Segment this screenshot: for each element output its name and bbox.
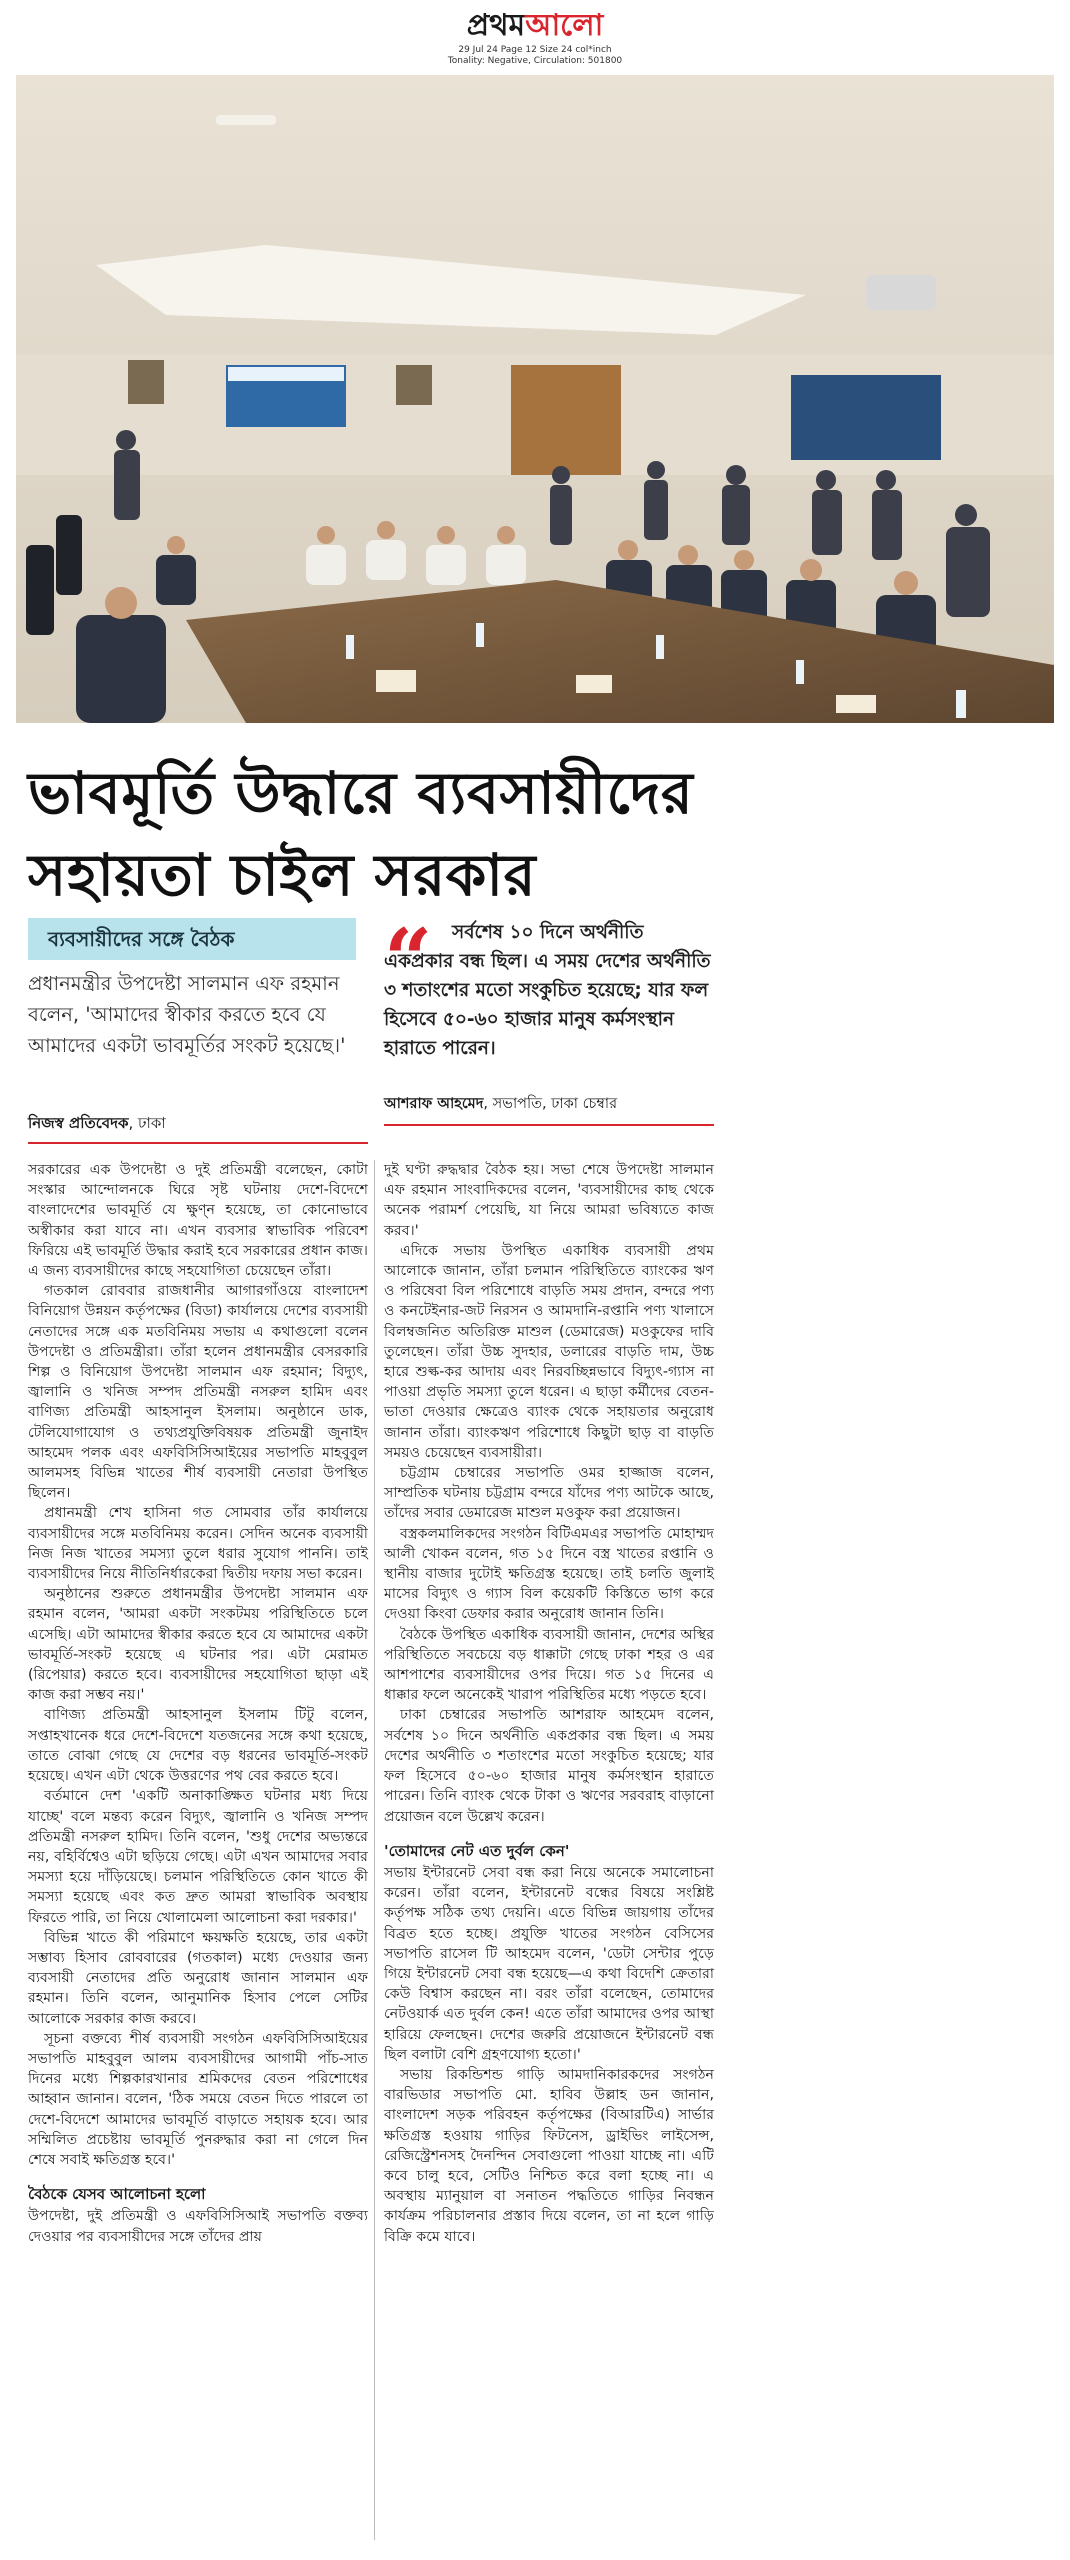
pull-quote: সর্বশেষ ১০ দিনে অর্থনীতি একপ্রকার বন্ধ ছিল। এ সময় দেশের অর্থনীতি ৩ শতাংশের মতো সংকুচিত হয়েছে; যার ফল হিসেবে ৫০-৬০ হাজার মানুষ কর্মসংস্থান হারাতে পারেন।	[384, 922, 711, 1059]
body-column-2	[384, 1160, 714, 2247]
paragraph: সভায় ইন্টারনেট সেবা বন্ধ করা নিয়ে অনেকে সমালোচনা করেন। তাঁরা বলেন, ইন্টারনেট বন্ধের বিষয়ে সংশ্লিষ্ট কর্তৃপক্ষ সঠিক তথ্য দেয়নি। এতে বিভিন্ন জায়গায় তাঁদের বিব্রত হতে হচ্ছে। প্রযুক্তি খাতের সংগঠন বেসিসের সভাপতি রাসেল টি আহমেদ বলেন, 'ডেটা সেন্টার পুড়ে গিয়ে ইন্টারনেট সেবা বন্ধ হয়েছে—এ কথা বিদেশি ক্রেতারা কেউ বিশ্বাস করছেন না। বরং তাঁরা বলেছেন, তোমাদের নেটওয়ার্ক এত দুর্বল কেন! এতে তাঁরা আমাদের ওপর আস্থা হারিয়ে ফেলছেন। দেশের জরুরি প্রয়োজনে ইন্টারনেট বন্ধ ছিল বলাটা বেশি গ্রহণযোগ্য হতো।'	[384, 1864, 714, 2063]
paragraph: প্রধানমন্ত্রী শেখ হাসিনা গত সোমবার তাঁর কার্যালয়ে ব্যবসায়ীদের সঙ্গে মতবিনিময় করেন। সেদিন অনেক ব্যবসায়ী নিজ নিজ খাতের সমস্যা তুলে ধরার সুযোগ পাননি। তাই ব্যবসায়ীদের নিয়ে নীতিনির্ধারকেরা দ্বিতীয় দফায় সভা করেন।	[28, 1505, 368, 1583]
column-divider	[374, 1160, 375, 2540]
intro-summary: প্রধানমন্ত্রীর উপদেষ্টা সালমান এফ রহমান বলেন, 'আমাদের স্বীকার করতে হবে যে আমাদের একটা ভাবমূর্তির সংকট হয়েছে।'	[28, 972, 346, 1057]
subhead-meeting-discussion: বৈঠকে যেসব আলোচনা হলো	[28, 2185, 206, 2204]
paragraph: উপদেষ্টা, দুই প্রতিমন্ত্রী ও এফবিসিসিআই সভাপতি বক্তব্য দেওয়ার পর ব্যবসায়ীদের সঙ্গে তাঁদের প্রায়	[28, 2208, 368, 2245]
quote-attribution	[384, 1093, 714, 1117]
logo-part2: আলো	[525, 8, 604, 43]
paragraph: বর্তমানে দেশ 'একটি অনাকাঙ্ক্ষিত ঘটনার মধ্য দিয়ে যাচ্ছে' বলে মন্তব্য করেন বিদ্যুৎ, জ্বালানি ও খনিজ সম্পদ প্রতিমন্ত্রী নসরুল হামিদ। তিনি বলেন, 'শুধু দেশের অভ্যন্তরে নয়, বহির্বিশ্বেও এটা ছড়িয়ে গেছে। এটা এখন আমাদের সবার সমস্যা হয়ে দাঁড়িয়েছে। চলমান পরিস্থিতিতে কোন খাতে কী সমস্যা হয়েছে এবং কত দ্রুত আমরা স্বাভাবিক অবস্থায় ফিরতে পারি, তা নিয়ে খোলামেলা আলোচনা করা দরকার।'	[28, 1788, 368, 1926]
paragraph: এদিকে সভায় উপস্থিত একাধিক ব্যবসায়ী প্রথম আলোকে জানান, তাঁরা চলমান পরিস্থিতিতে ব্যাংকের ঋণ ও পরিষেবা বিল পরিশোধে বাড়তি সময় প্রদান, বন্দরে পণ্য ও কনটেইনার-জট নিরসন ও আমদানি-রপ্তানি পণ্য খালাসে বিলম্বজনিত অতিরিক্ত মাশুল (ডেমারেজ) মওকুফের দাবি তুলেছেন। তাঁরা উচ্চ সুদহার, ডলারের বাড়তি দাম, উচ্চ হারে শুল্ক-কর আদায় এবং নিরবচ্ছিন্নভাবে বিদ্যুৎ-গ্যাস না পাওয়া প্রভৃতি সমস্যা তুলে ধরেন। এ ছাড়া কর্মীদের বেতন-ভাতা দেওয়ার ক্ষেত্রেও ব্যাংক থেকে সহায়তার অনুরোধ জানান তাঁরা। ব্যাংকঋণ পরিশোধে কিছুটা ছাড় বা বাড়তি সময়ও চেয়েছেন ব্যবসায়ীরা।	[384, 1242, 714, 1461]
paragraph: সরকারের এক উপদেষ্টা ও দুই প্রতিমন্ত্রী বলেছেন, কোটা সংস্কার আন্দোলনকে ঘিরে সৃষ্ট ঘটনায় দেশে-বিদেশে বাংলাদেশের ভাবমূর্তি যে ক্ষুণ্ন হয়েছে, তা কোনোভাবে অস্বীকার করা যাবে না। এখন ব্যবসার স্বাভাবিক পরিবেশ ফিরিয়ে এই ভাবমূর্তি উদ্ধার করাই হবে সরকারের প্রধান কাজ। এ জন্য ব্যবসায়ীদের কাছে সহযোগিতা চেয়েছেন তাঁরা।	[28, 1162, 368, 1280]
byline	[28, 1112, 368, 1137]
logo-part1: প্রথম	[466, 8, 526, 43]
meeting-photo	[16, 75, 1054, 723]
paragraph: চট্টগ্রাম চেম্বারের সভাপতি ওমর হাজ্জাজ বলেন, সাম্প্রতিক ঘটনায় চট্টগ্রাম বন্দরে যাঁদের পণ্য আটকে আছে, তাঁদের সবার ডেমারেজ মাশুল মওকুফ করা প্রয়োজন।	[384, 1465, 714, 1522]
body-column-1	[28, 1160, 368, 2247]
quote-name: আশরাফ আহমেদ	[384, 1096, 484, 1112]
subhead-internet: 'তোমাদের নেট এত দুর্বল কেন'	[384, 1841, 570, 1860]
quote-role: , সভাপতি, ঢাকা চেম্বার	[483, 1096, 618, 1112]
byline-author: নিজস্ব প্রতিবেদক	[28, 1114, 129, 1132]
paragraph: ঢাকা চেম্বারের সভাপতি আশরাফ আহমেদ বলেন, সর্বশেষ ১০ দিনে অর্থনীতি একপ্রকার বন্ধ ছিল। এ সময় দেশের অর্থনীতি ৩ শতাংশের মতো সংকুচিত হয়েছে; যার ফল হিসেবে ৫০-৬০ হাজার মানুষ কর্মসংস্থান হারাতে পারেন। তিনি ব্যাংক থেকে টাকা ও ঋণের সরবরাহ বাড়ানো প্রয়োজন বলে উল্লেখ করেন।	[384, 1707, 714, 1825]
headline	[28, 752, 1038, 916]
byline-place: , ঢাকা	[128, 1114, 166, 1132]
paragraph: সূচনা বক্তব্যে শীর্ষ ব্যবসায়ী সংগঠন এফবিসিসিআইয়ের সভাপতি মাহবুবুল আলম ব্যবসায়ীদের আগামী পাঁচ-সাত দিনের মধ্যে শিল্পকারখানার শ্রমিকদের বেতন পরিশোধের আহ্বান জানান। বলেন, 'ঠিক সময়ে বেতন দিতে পারলে তা দেশে-বিদেশে আমাদের ভাবমূর্তি বাড়াতে সহায়ক হবে। আর সম্মিলিত প্রচেষ্টায় ভাবমূর্তি পুনরুদ্ধার করা না গেলে দিন শেষে সবাই ক্ষতিগ্রস্ত হবে।'	[28, 2030, 368, 2168]
headline-line1: ভাবমূর্তি উদ্ধারে ব্যবসায়ীদের	[28, 759, 694, 827]
paragraph: সভায় রিকন্ডিশন্ড গাড়ি আমদানিকারকদের সংগঠন বারভিডার সভাপতি মো. হাবিব উল্লাহ ডন জানান, বাংলাদেশ সড়ক পরিবহন কর্তৃপক্ষের (বিআরটিএ) সার্ভার ক্ষতিগ্রস্ত হওয়ায় গাড়ির ফিটনেস, ড্রাইভিং লাইসেন্স, রেজিস্ট্রেশনসহ দৈনন্দিন সেবাগুলো পাওয়া যাচ্ছে না। এটি কবে চালু হবে, সেটিও নিশ্চিত করে বলা হচ্ছে না। এ অবস্থায় ম্যানুয়াল বা সনাতন পদ্ধতিতে গাড়ির নিবন্ধন কার্যক্রম পরিচালনার প্রস্তাব দিয়ে বলেন, তা না হলে গাড়ি বিক্রি কমে যাবে।	[384, 2066, 714, 2245]
headline-line2: সহায়তা চাইল সরকার	[28, 841, 537, 909]
prothom-alo-logo	[455, 6, 615, 46]
paragraph: বস্ত্রকলমালিকদের সংগঠন বিটিএমএর সভাপতি মোহাম্মদ আলী খোকন বলেন, গত ১৫ দিনে বস্ত্র খাতের রপ্তানি ও স্থানীয় বাজার দুটোই ক্ষতিগ্রস্ত হয়েছে। তাই চলতি জুলাই মাসের বিদ্যুৎ ও গ্যাস বিল কয়েকটি কিস্তিতে ভাগ করে দেওয়া কিংবা ডেফার করার অনুরোধ জানান তিনি।	[384, 1525, 714, 1623]
paragraph: অনুষ্ঠানের শুরুতে প্রধানমন্ত্রীর উপদেষ্টা সালমান এফ রহমান বলেন, 'আমরা একটা সংকটময় পরিস্থিতিতে চলে এসেছি। এটা আমাদের স্বীকার করতে হবে যে আমাদের একটা ভাবমূর্তি-সংকট হয়েছে এ ঘটনার পর। এটা মেরামত (রিপেয়ার) করতে হবে। ব্যবসায়ীদের সহযোগিতা ছাড়া এই কাজ করা সম্ভব নয়।'	[28, 1586, 368, 1704]
paragraph: বাণিজ্য প্রতিমন্ত্রী আহসানুল ইসলাম টিটু বলেন, সপ্তাহখানেক ধরে দেশে-বিদেশে যতজনের সঙ্গে কথা হয়েছে, তাতে বোঝা গেছে যে দেশের বড় ধরনের ভাবমূর্তি-সংকট হয়েছে। এখন এটা থেকে উত্তরণের পথ বের করতে হবে।	[28, 1707, 368, 1785]
left-red-divider	[28, 1142, 368, 1144]
paragraph: বৈঠকে উপস্থিত একাধিক ব্যবসায়ী জানান, দেশের অস্থির পরিস্থিতিতে সবচেয়ে বড় ধাক্কাটা গেছে ঢাকা শহর ও এর আশপাশের ব্যবসায়ীদের ওপর দিয়ে। গত ১৫ দিনের এ ধাক্কার ফলে অনেকেই খারাপ পরিস্থিতির মধ্যে পড়তে হবে।	[384, 1626, 714, 1704]
clipping-meta-tonality: Tonality: Negative, Circulation: 501800	[447, 56, 623, 66]
paragraph: দুই ঘণ্টা রুদ্ধদ্বার বৈঠক হয়। সভা শেষে উপদেষ্টা সালমান এফ রহমান সাংবাদিকদের বলেন, 'ব্যবসায়ীদের কাছ থেকে অনেক পরামর্শ পেয়েছি, যা নিয়ে আমরা ভবিষ্যতে কাজ করব।'	[384, 1162, 714, 1239]
right-red-divider	[384, 1124, 714, 1126]
kicker-label: ব্যবসায়ীদের সঙ্গে বৈঠক	[28, 918, 356, 960]
clipping-meta-date: 29 Jul 24 Page 12 Size 24 col*inch	[458, 45, 612, 55]
quote-mark-icon: “	[384, 910, 433, 1009]
paragraph: গতকাল রোববার রাজধানীর আগারগাঁওয়ে বাংলাদেশ বিনিয়োগ উন্নয়ন কর্তৃপক্ষের (বিডা) কার্যালয়ে দেশের ব্যবসায়ী নেতাদের সঙ্গে এক মতবিনিময় সভায় এ কথাগুলো বলেন উপদেষ্টা ও প্রতিমন্ত্রীরা। তাঁরা হলেন প্রধানমন্ত্রীর বেসরকারি শিল্প ও বিনিয়োগ উপদেষ্টা সালমান এফ রহমান; বিদ্যুৎ, জ্বালানি ও খনিজ সম্পদ প্রতিমন্ত্রী নসরুল হামিদ এবং বাণিজ্য প্রতিমন্ত্রী আহসানুল ইসলাম। অনুষ্ঠানে ডাক, টেলিযোগাযোগ ও তথ্যপ্রযুক্তিবিষয়ক প্রতিমন্ত্রী জুনাইদ আহমেদ পলক এবং এফবিসিসিআইয়ের সভাপতি মাহবুবুল আলমসহ বিভিন্ন খাতের শীর্ষ ব্যবসায়ী নেতারা উপস্থিত ছিলেন।	[28, 1283, 368, 1502]
paragraph: বিভিন্ন খাতে কী পরিমাণে ক্ষয়ক্ষতি হয়েছে, তার একটা সম্ভাব্য হিসাব রোববারের (গতকাল) মধ্যে দেওয়ার জন্য ব্যবসায়ী নেতাদের প্রতি অনুরোধ জানান সালমান এফ রহমান। তিনি বলেন, আনুমানিক হিসাব পেলে সেটির আলোকে সরকার কাজ করবে।	[28, 1929, 368, 2027]
masthead	[0, 0, 1070, 72]
